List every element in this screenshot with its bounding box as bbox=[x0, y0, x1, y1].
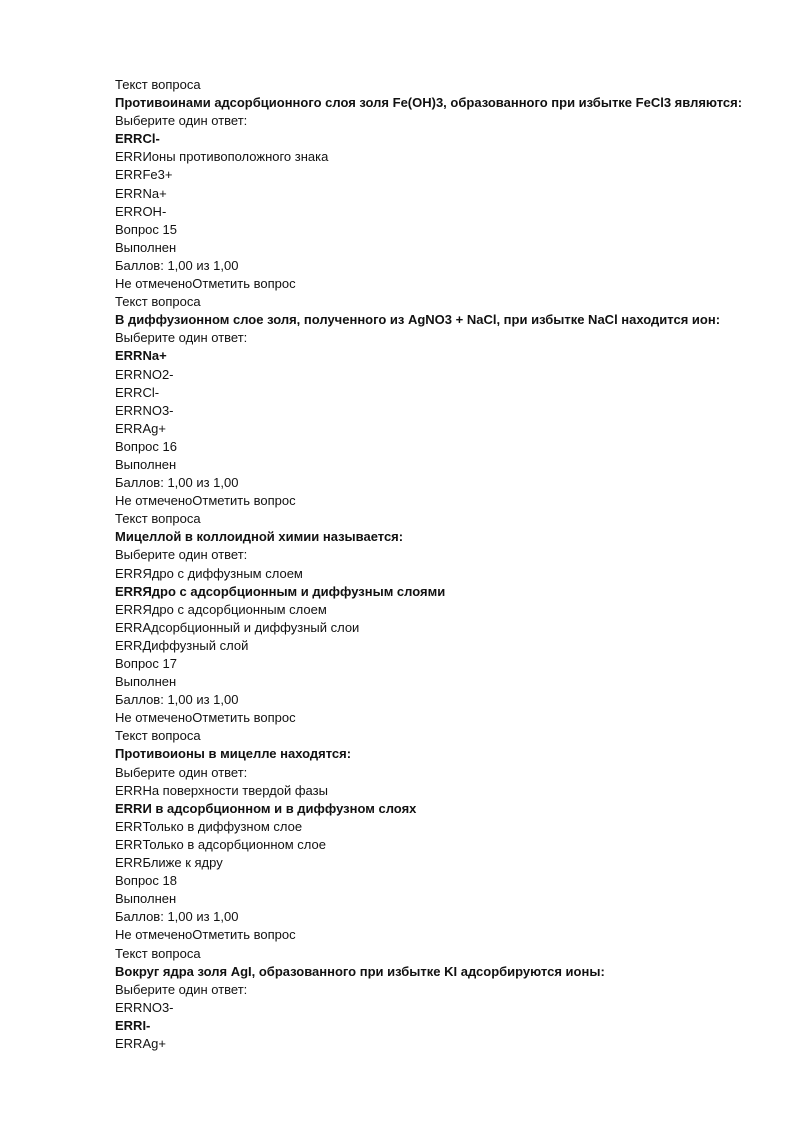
text-line: Выполнен bbox=[115, 456, 177, 472]
text-line: ERRНа поверхности твердой фазы bbox=[115, 782, 328, 798]
text-line: Выберите один ответ: bbox=[115, 981, 248, 997]
text-line: Не отмеченоОтметить вопрос bbox=[115, 493, 296, 509]
text-line: Не отмеченоОтметить вопрос bbox=[115, 927, 296, 943]
document-body bbox=[115, 76, 775, 1053]
text-line: Текст вопроса bbox=[115, 77, 201, 92]
text-line: Баллов: 1,00 из 1,00 bbox=[115, 909, 239, 925]
text-line: Баллов: 1,00 из 1,00 bbox=[115, 692, 239, 708]
text-line: ERRNO2- bbox=[115, 366, 174, 382]
text-line: Выполнен bbox=[115, 239, 177, 255]
text-line: Выполнен bbox=[115, 674, 177, 690]
bold-text-line: Мицеллой в коллоидной химии называется: bbox=[115, 529, 404, 545]
text-line: Выберите один ответ: bbox=[115, 113, 248, 129]
text-line: Текст вопроса bbox=[115, 728, 201, 744]
text-line: Текст вопроса bbox=[115, 511, 201, 527]
text-line: Вопрос 18 bbox=[115, 873, 177, 889]
text-line: ERRЯдро с диффузным слоем bbox=[115, 565, 303, 581]
text-line: ERRИоны противоположного знака bbox=[115, 149, 329, 165]
text-line: ERRAg+ bbox=[115, 420, 166, 436]
bold-text-line: Противоионы в мицелле находятся: bbox=[115, 746, 352, 762]
bold-text-line: ERRЯдро с адсорбционным и диффузным слоями bbox=[115, 583, 446, 599]
text-line: Вопрос 16 bbox=[115, 438, 177, 454]
text-line: ERRДиффузный слой bbox=[115, 637, 249, 653]
bold-text-line: ERRI- bbox=[115, 1017, 151, 1033]
text-line: Не отмеченоОтметить вопрос bbox=[115, 276, 296, 292]
bold-text-line: Противоинами адсорбционного слоя золя Fe(OH)3, образованного при избытке FeCl3 являются: bbox=[115, 95, 743, 111]
text-line: ERRТолько в диффузном слое bbox=[115, 818, 303, 834]
text-line: Баллов: 1,00 из 1,00 bbox=[115, 475, 239, 491]
text-line: ERRNO3- bbox=[115, 402, 174, 418]
text-line: Не отмеченоОтметить вопрос bbox=[115, 710, 296, 726]
bold-text-line: ERRИ в адсорбционном и в диффузном слоях bbox=[115, 800, 417, 816]
text-line: ERRТолько в адсорбционном слое bbox=[115, 836, 327, 852]
text-line: Вопрос 15 bbox=[115, 221, 177, 237]
bold-text-line: Вокруг ядра золя AgI, образованного при избытке KI адсорбируются ионы: bbox=[115, 963, 605, 979]
text-line: ERRNa+ bbox=[115, 185, 167, 201]
text-line: Текст вопроса bbox=[115, 294, 201, 310]
text-line: ERROH- bbox=[115, 203, 167, 219]
bold-text-line: ERRNa+ bbox=[115, 348, 167, 364]
text-line: ERRАдсорбционный и диффузный слои bbox=[115, 619, 360, 635]
text-line: Выполнен bbox=[115, 891, 177, 907]
text-line: ERRCl- bbox=[115, 384, 160, 400]
text-line: Баллов: 1,00 из 1,00 bbox=[115, 257, 239, 273]
text-line: Текст вопроса bbox=[115, 945, 201, 961]
text-line: Выберите один ответ: bbox=[115, 330, 248, 346]
text-line: ERRNO3- bbox=[115, 999, 174, 1015]
text-line: Выберите один ответ: bbox=[115, 547, 248, 563]
text-line: ERRAg+ bbox=[115, 1035, 166, 1051]
text-line: Выберите один ответ: bbox=[115, 764, 248, 780]
text-line: ERRЯдро с адсорбционным слоем bbox=[115, 601, 327, 617]
text-line: ERRБлиже к ядру bbox=[115, 855, 223, 871]
text-line: ERRFe3+ bbox=[115, 167, 173, 183]
bold-text-line: ERRCl- bbox=[115, 131, 160, 147]
text-line: Вопрос 17 bbox=[115, 656, 177, 671]
bold-text-line: В диффузионном слое золя, полученного из AgNO3 + NaCl, при избытке NaCl находится ион: bbox=[115, 312, 721, 328]
